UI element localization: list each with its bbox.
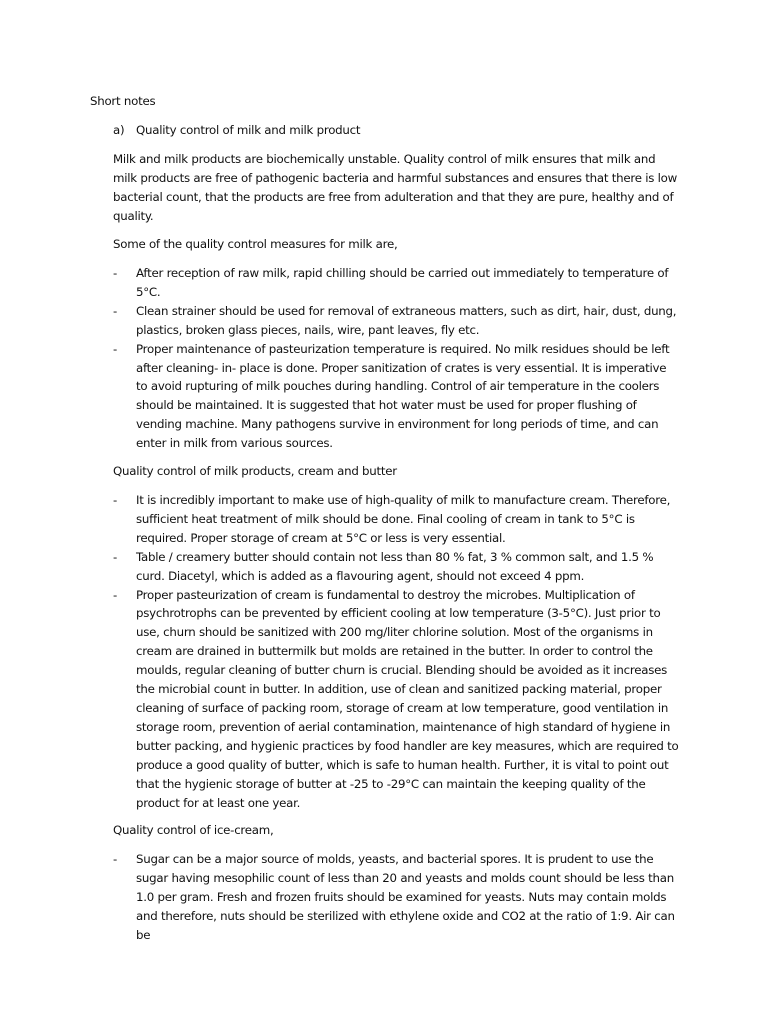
bullet-dash: -	[113, 493, 118, 507]
list-item	[113, 586, 681, 813]
bullet-dash: -	[113, 341, 118, 356]
list-item-text: Sugar can be a major source of molds, yeasts, and bacterial spores. It is prudent to use the sugar having mesophilic count of less than 20 and yeasts and molds count should be less than 1.0 per gram. Fresh and frozen fruits should be examined for yeasts. Nuts may contain molds and therefore, nuts should be sterilized with ethylene oxide and CO2 at the ratio of 1:9. Air can be	[136, 852, 675, 942]
milk-measures-intro: Some of the quality control measures for milk are,	[113, 237, 398, 251]
bullet-dash: -	[113, 266, 118, 280]
icecream-heading: Quality control of ice-cream,	[113, 823, 274, 837]
products-measures-list	[113, 491, 681, 812]
bullet-dash: -	[113, 549, 118, 564]
list-item-text: Clean strainer should be used for removal of extraneous matters, such as dirt, hair, dust, dung, plastics, broken glass pieces, nails, wire, pant leaves, fly etc.	[136, 303, 677, 337]
milk-measures-list	[113, 264, 681, 453]
section-a-heading	[113, 121, 713, 140]
section-a-heading-text: Quality control of milk and milk product	[136, 123, 361, 137]
list-item-text: Proper pasteurization of cream is fundamental to destroy the microbes. Multiplication of psychrotrophs can be prevented by efficient cooling at low temperature (3-5°C). Just prior to use, churn should be sanitized with 200 mg/liter chlorine solution. Most of the organisms in cream are drained in buttermilk but molds are retained in the butter. In order to control the moulds, regular cleaning of butter churn is crucial. Blending should be avoided as it increases the microbial count in butter. In addition, use of clean and sanitized packing material, proper cleaning of surface of packing room, storage of cream at low temperature, good ventilation in storage room, prevention of aerial contamination, maintenance of high standard of hygiene in butter packing, and hygienic practices by food handler are key measures, which are required to produce a good quality of butter, which is safe to human health. Further, it is vital to point out that the hygienic storage of butter at -25 to -29°C can maintain the keeping quality of the product for at least one year.	[136, 587, 679, 810]
section-a-marker: a)	[113, 123, 125, 137]
icecream-measures-list	[113, 850, 681, 945]
document-title: Short notes	[90, 94, 156, 108]
list-item	[113, 850, 681, 945]
list-item-text: Table / creamery butter should contain not less than 80 % fat, 3 % common salt, and 1.5 % curd. Diacetyl, which is added as a flavouring agent, should not exceed 4 ppm.	[136, 549, 654, 583]
list-item	[113, 264, 681, 302]
intro-paragraph: Milk and milk products are biochemically unstable. Quality control of milk ensures that milk and milk products are free of pathogenic bacteria and harmful substances and ensures that there is low bacterial count, that the products are free from adulteration and that they are pure, healthy and of quality.	[113, 152, 678, 223]
list-item	[113, 548, 681, 586]
bullet-dash: -	[113, 587, 118, 602]
list-item-text: It is incredibly important to make use of high-quality of milk to manufacture cream. Therefore, sufficient heat treatment of milk should be done. Final cooling of cream in tank to 5°C is required. Proper storage of cream at 5°C or less is very essential.	[136, 493, 671, 545]
list-item-text: After reception of raw milk, rapid chilling should be carried out immediately to temperature of 5°C.	[136, 266, 669, 299]
list-item	[113, 491, 681, 548]
products-heading: Quality control of milk products, cream and butter	[113, 464, 397, 478]
bullet-dash: -	[113, 303, 118, 318]
list-item	[113, 340, 681, 453]
list-item-text: Proper maintenance of pasteurization temperature is required. No milk residues should be left after cleaning- in- place is done. Proper sanitization of crates is very essential. It is imperative to avoid rupturing of milk pouches during handling. Control of air temperature in the coolers should be maintained. It is suggested that hot water must be used for proper flushing of vending machine. Many pathogens survive in environment for long periods of time, and can enter in milk from various sources.	[136, 341, 670, 451]
list-item	[113, 302, 681, 340]
bullet-dash: -	[113, 852, 118, 866]
